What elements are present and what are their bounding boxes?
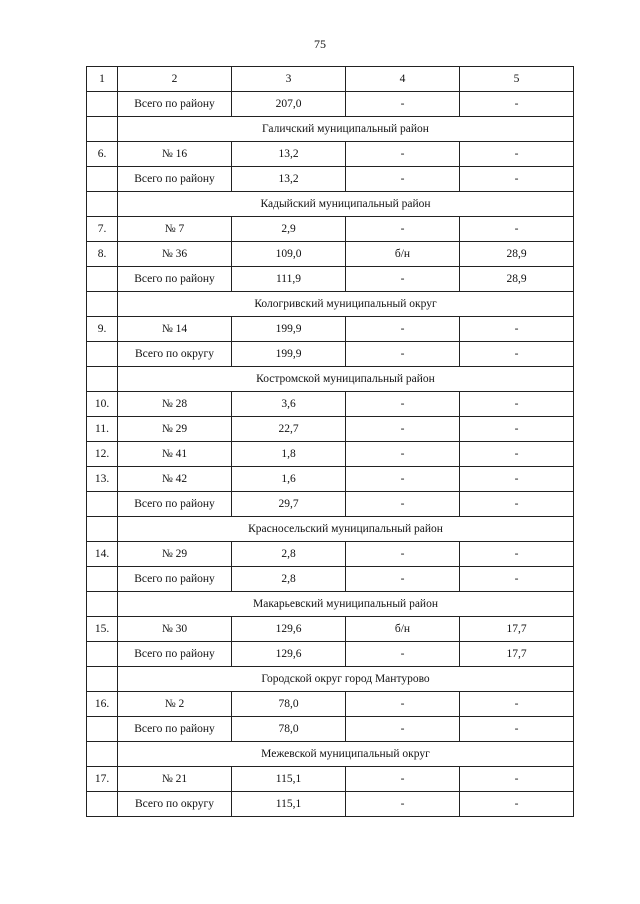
amount-cell: - [460,492,574,517]
value-cell: 199,9 [232,317,346,342]
value-cell: 1,6 [232,467,346,492]
section-row [87,192,574,217]
table-row [87,242,574,267]
value-cell: 3,6 [232,392,346,417]
amount-cell: - [460,217,574,242]
document-cell: - [346,142,460,167]
document-cell: б/н [346,242,460,267]
object-name-cell: Всего по району [118,267,232,292]
row-number-cell: 15. [87,617,118,642]
amount-cell: 28,9 [460,242,574,267]
amount-cell: - [460,442,574,467]
document-cell: - [346,342,460,367]
section-title: Городской округ город Мантурово [118,667,574,692]
value-cell: 78,0 [232,717,346,742]
table-row [87,717,574,742]
amount-cell: - [460,467,574,492]
object-name-cell: № 7 [118,217,232,242]
column-number-cell: 4 [346,67,460,92]
value-cell: 115,1 [232,792,346,817]
document-cell: - [346,642,460,667]
amount-cell: 28,9 [460,267,574,292]
row-number-cell [87,267,118,292]
amount-cell: - [460,767,574,792]
row-number-cell: 9. [87,317,118,342]
section-empty-cell [87,517,118,542]
row-number-cell [87,567,118,592]
amount-cell: - [460,342,574,367]
document-cell: - [346,492,460,517]
section-title: Красносельский муниципальный район [118,517,574,542]
amount-cell: 17,7 [460,617,574,642]
row-number-cell: 17. [87,767,118,792]
row-number-cell: 6. [87,142,118,167]
section-row [87,667,574,692]
document-cell: - [346,392,460,417]
row-number-cell [87,167,118,192]
table-row [87,567,574,592]
amount-cell: - [460,417,574,442]
value-cell: 1,8 [232,442,346,467]
row-number-cell [87,92,118,117]
section-row [87,742,574,767]
value-cell: 115,1 [232,767,346,792]
value-cell: 78,0 [232,692,346,717]
object-name-cell: № 21 [118,767,232,792]
section-title: Макарьевский муниципальный район [118,592,574,617]
row-number-cell: 11. [87,417,118,442]
table-row [87,767,574,792]
data-table [86,66,574,817]
table-row [87,617,574,642]
page-number: 75 [314,37,326,51]
document-cell: - [346,92,460,117]
amount-cell: - [460,317,574,342]
section-row [87,117,574,142]
section-row [87,517,574,542]
value-cell: 13,2 [232,167,346,192]
object-name-cell: Всего по району [118,642,232,667]
object-name-cell: № 41 [118,442,232,467]
section-title: Галичский муниципальный район [118,117,574,142]
section-empty-cell [87,742,118,767]
section-title: Костромской муниципальный район [118,367,574,392]
object-name-cell: Всего по району [118,717,232,742]
object-name-cell: Всего по округу [118,792,232,817]
section-empty-cell [87,292,118,317]
amount-cell: - [460,692,574,717]
column-number-cell: 1 [87,67,118,92]
table-row [87,442,574,467]
section-title: Межевской муниципальный округ [118,742,574,767]
document-cell: - [346,217,460,242]
column-number-cell: 5 [460,67,574,92]
table-row [87,417,574,442]
value-cell: 13,2 [232,142,346,167]
value-cell: 111,9 [232,267,346,292]
document-cell: - [346,692,460,717]
value-cell: 29,7 [232,492,346,517]
object-name-cell: № 14 [118,317,232,342]
value-cell: 129,6 [232,617,346,642]
value-cell: 2,8 [232,542,346,567]
row-number-cell: 13. [87,467,118,492]
row-number-cell [87,642,118,667]
document-cell: - [346,567,460,592]
amount-cell: - [460,392,574,417]
object-name-cell: № 29 [118,542,232,567]
document-cell: - [346,417,460,442]
row-number-cell [87,342,118,367]
row-number-cell: 12. [87,442,118,467]
document-cell: - [346,717,460,742]
row-number-cell: 14. [87,542,118,567]
object-name-cell: № 28 [118,392,232,417]
table-body [87,67,574,817]
table-row [87,317,574,342]
table-row [87,142,574,167]
document-cell: - [346,317,460,342]
amount-cell: - [460,717,574,742]
document-cell: - [346,267,460,292]
object-name-cell: № 42 [118,467,232,492]
section-title: Кологривский муниципальный округ [118,292,574,317]
section-title: Кадыйский муниципальный район [118,192,574,217]
value-cell: 22,7 [232,417,346,442]
document-cell: - [346,542,460,567]
object-name-cell: Всего по району [118,492,232,517]
row-number-cell: 7. [87,217,118,242]
document-cell: - [346,167,460,192]
section-empty-cell [87,117,118,142]
amount-cell: - [460,792,574,817]
table-row [87,792,574,817]
column-number-cell: 2 [118,67,232,92]
section-row [87,592,574,617]
table-row [87,92,574,117]
table-row [87,642,574,667]
row-number-cell [87,717,118,742]
object-name-cell: Всего по району [118,567,232,592]
document-cell: - [346,767,460,792]
document-cell: - [346,442,460,467]
table-row [87,542,574,567]
row-number-cell: 16. [87,692,118,717]
object-name-cell: Всего по району [118,167,232,192]
object-name-cell: Всего по округу [118,342,232,367]
value-cell: 207,0 [232,92,346,117]
table-row [87,692,574,717]
section-row [87,367,574,392]
amount-cell: - [460,567,574,592]
document-cell: б/н [346,617,460,642]
table-row [87,217,574,242]
amount-cell: - [460,542,574,567]
value-cell: 2,8 [232,567,346,592]
section-empty-cell [87,667,118,692]
row-number-cell [87,492,118,517]
amount-cell: - [460,142,574,167]
table-row [87,342,574,367]
row-number-cell [87,792,118,817]
amount-cell: 17,7 [460,642,574,667]
section-empty-cell [87,367,118,392]
object-name-cell: № 29 [118,417,232,442]
object-name-cell: Всего по району [118,92,232,117]
document-cell: - [346,467,460,492]
table-row [87,467,574,492]
value-cell: 199,9 [232,342,346,367]
document-cell: - [346,792,460,817]
column-number-row [87,67,574,92]
table-row [87,392,574,417]
value-cell: 129,6 [232,642,346,667]
object-name-cell: № 30 [118,617,232,642]
column-number-cell: 3 [232,67,346,92]
row-number-cell: 10. [87,392,118,417]
table-row [87,167,574,192]
section-empty-cell [87,192,118,217]
amount-cell: - [460,167,574,192]
object-name-cell: № 2 [118,692,232,717]
table-row [87,267,574,292]
row-number-cell: 8. [87,242,118,267]
value-cell: 109,0 [232,242,346,267]
object-name-cell: № 36 [118,242,232,267]
value-cell: 2,9 [232,217,346,242]
amount-cell: - [460,92,574,117]
section-row [87,292,574,317]
table-row [87,492,574,517]
object-name-cell: № 16 [118,142,232,167]
section-empty-cell [87,592,118,617]
